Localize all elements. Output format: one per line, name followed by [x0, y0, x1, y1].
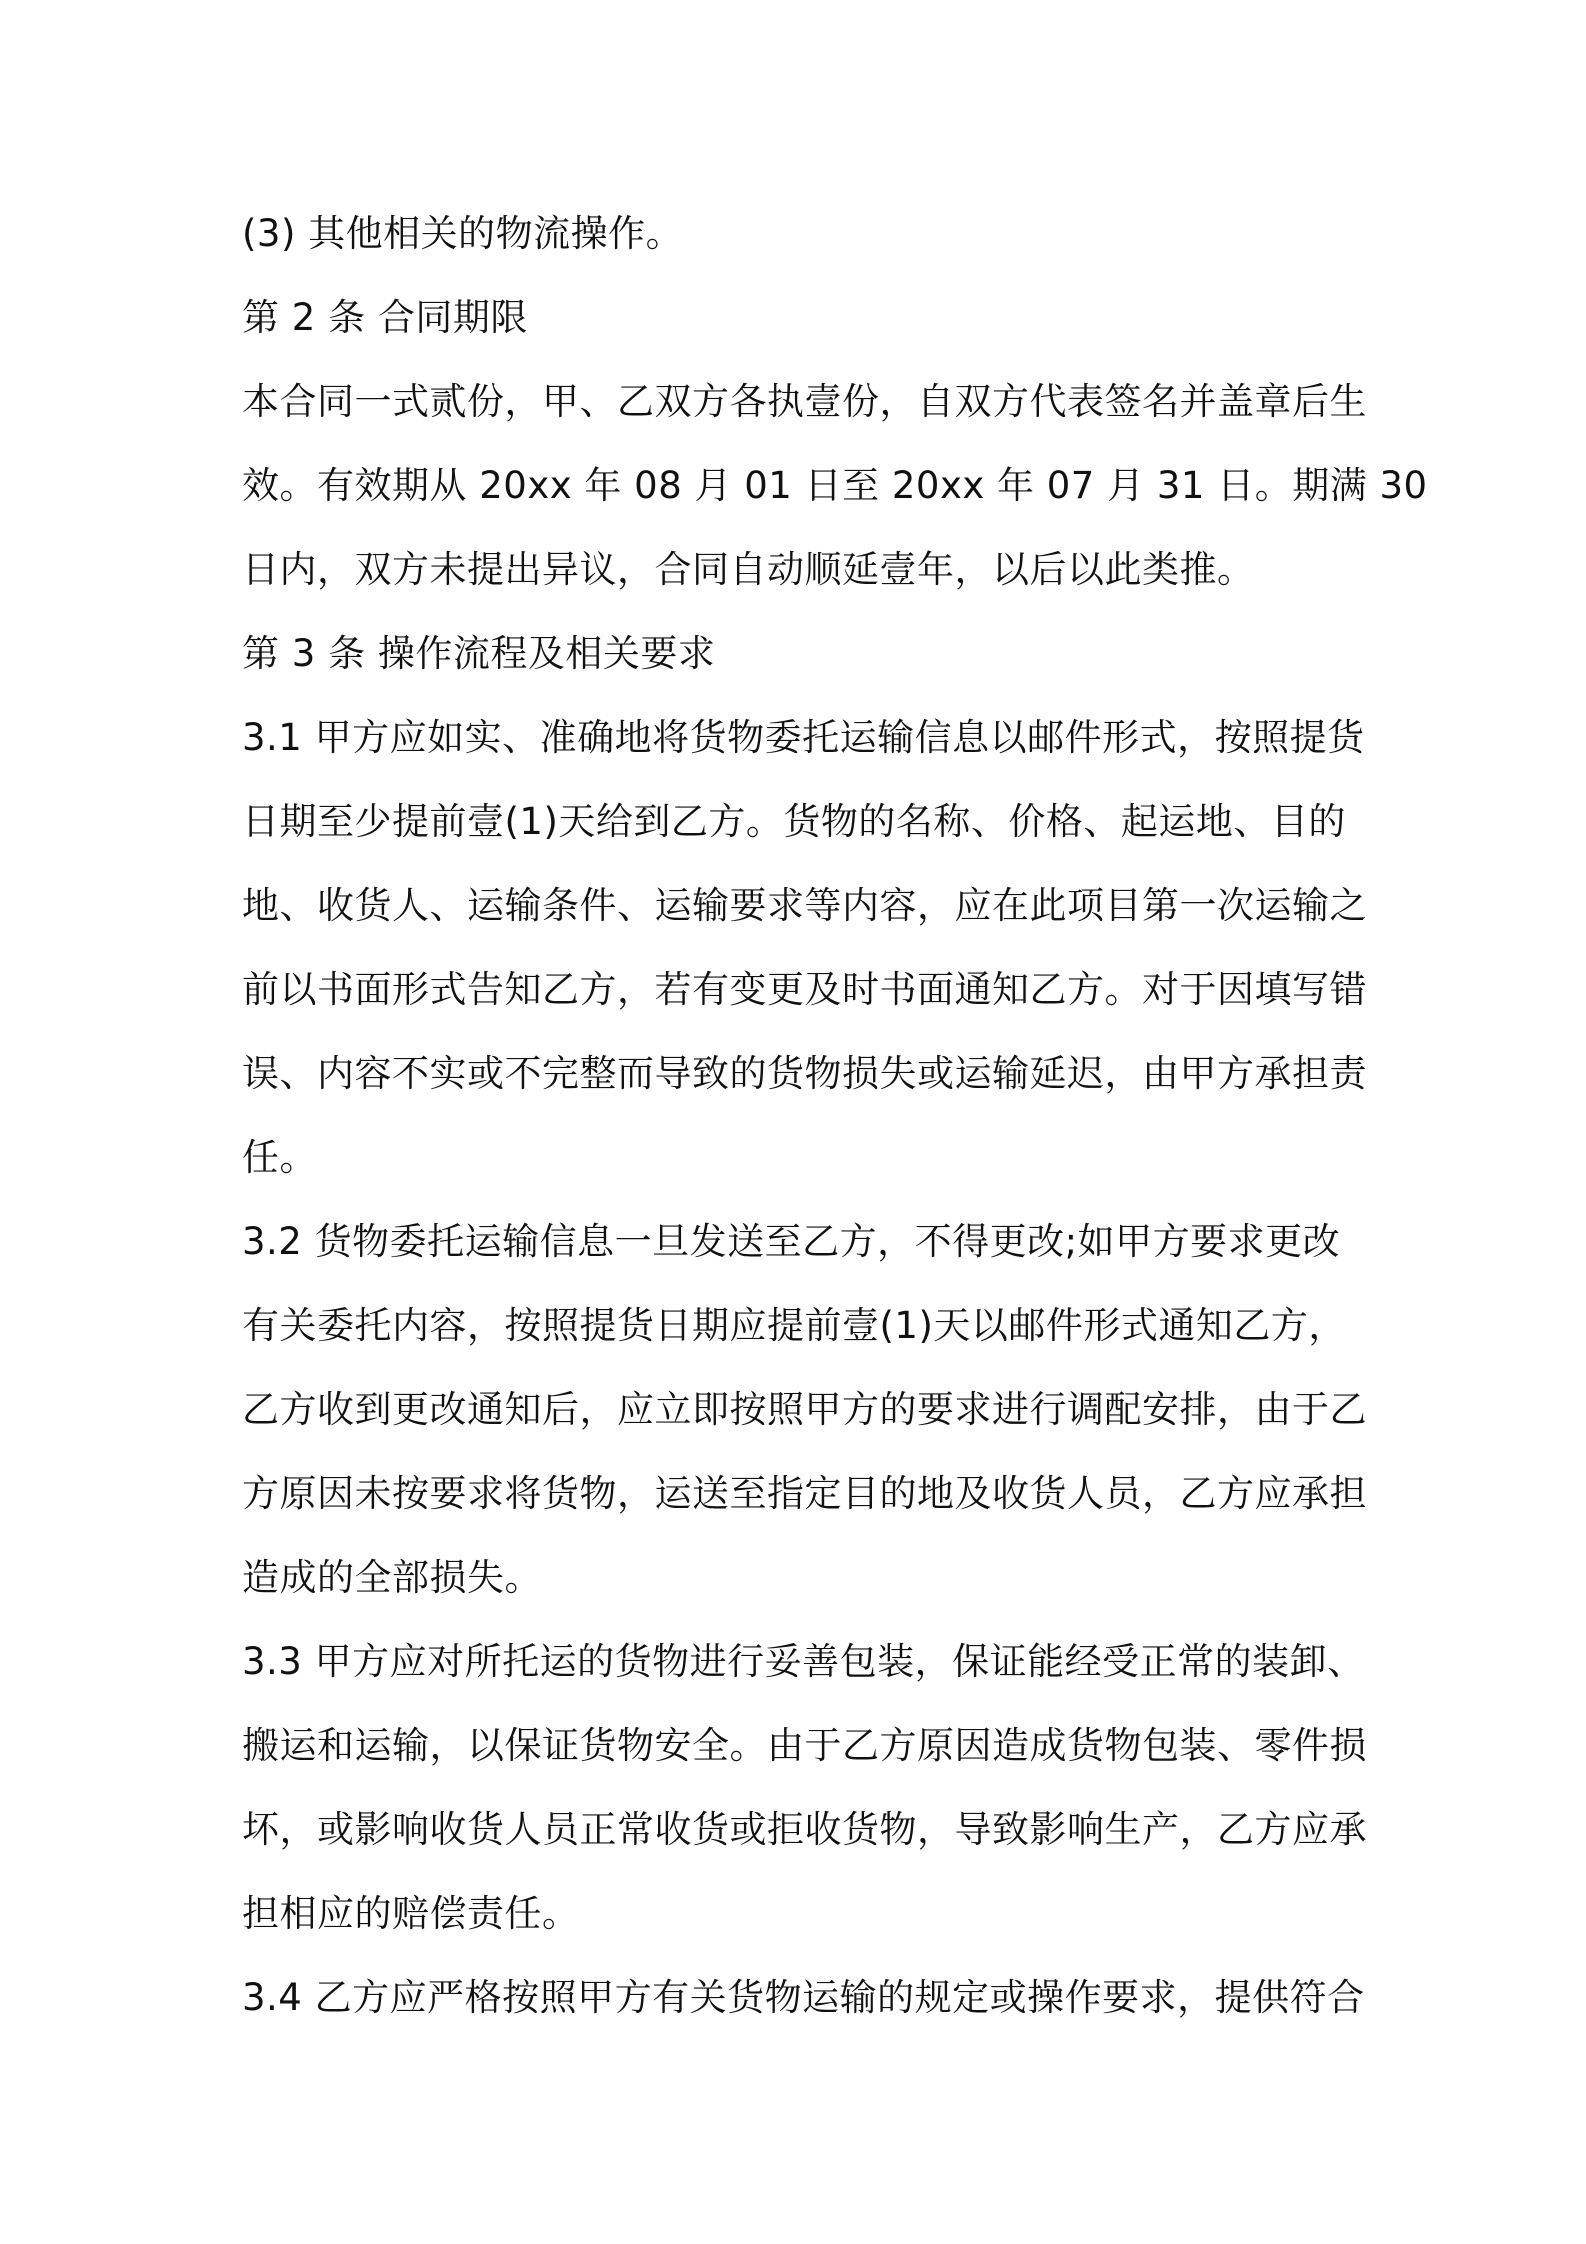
clause-3-3-line-4: 担相应的赔偿责任。	[242, 1892, 580, 1935]
article-2-text-line-2: 效。有效期从 20xx 年 08 月 01 日至 20xx 年 07 月 31 日。期满 30	[242, 464, 1428, 507]
item-3-other-operations: (3) 其他相关的物流操作。	[242, 212, 684, 255]
article-2-heading: 第 2 条 合同期限	[242, 296, 528, 339]
clause-3-2-line-4: 方原因未按要求将货物，运送至指定目的地及收货人员，乙方应承担	[242, 1472, 1367, 1515]
document-body	[242, 192, 1428, 2040]
clause-3-1-line-4: 前以书面形式告知乙方，若有变更及时书面通知乙方。对于因填写错	[242, 968, 1367, 1011]
clause-3-1-line-5: 误、内容不实或不完整而导致的货物损失或运输延迟，由甲方承担责	[242, 1052, 1367, 1095]
clause-3-1-line-1: 3.1 甲方应如实、准确地将货物委托运输信息以邮件形式，按照提货	[242, 716, 1365, 759]
clause-3-1-line-6: 任。	[242, 1136, 317, 1179]
clause-3-1-line-2: 日期至少提前壹(1)天给到乙方。货物的名称、价格、起运地、目的	[242, 800, 1346, 843]
clause-3-3-line-3: 坏，或影响收货人员正常收货或拒收货物，导致影响生产，乙方应承	[242, 1808, 1367, 1851]
clause-3-4-line-1: 3.4 乙方应严格按照甲方有关货物运输的规定或操作要求，提供符合	[242, 1976, 1365, 2019]
clause-3-2-line-1: 3.2 货物委托运输信息一旦发送至乙方，不得更改;如甲方要求更改	[242, 1220, 1341, 1263]
clause-3-2-line-3: 乙方收到更改通知后，应立即按照甲方的要求进行调配安排，由于乙	[242, 1388, 1367, 1431]
clause-3-3-line-2: 搬运和运输，以保证货物安全。由于乙方原因造成货物包装、零件损	[242, 1724, 1367, 1767]
clause-3-1-line-3: 地、收货人、运输条件、运输要求等内容，应在此项目第一次运输之	[242, 884, 1367, 927]
article-3-heading: 第 3 条 操作流程及相关要求	[242, 632, 716, 675]
clause-3-3-line-1: 3.3 甲方应对所托运的货物进行妥善包装，保证能经受正常的装卸、	[242, 1640, 1365, 1683]
article-2-text-line-1: 本合同一式贰份，甲、乙双方各执壹份，自双方代表签名并盖章后生	[242, 380, 1367, 423]
clause-3-2-line-2: 有关委托内容，按照提货日期应提前壹(1)天以邮件形式通知乙方，	[242, 1304, 1346, 1347]
article-2-text-line-3: 日内，双方未提出异议，合同自动顺延壹年，以后以此类推。	[242, 548, 1255, 591]
clause-3-2-line-5: 造成的全部损失。	[242, 1556, 542, 1599]
